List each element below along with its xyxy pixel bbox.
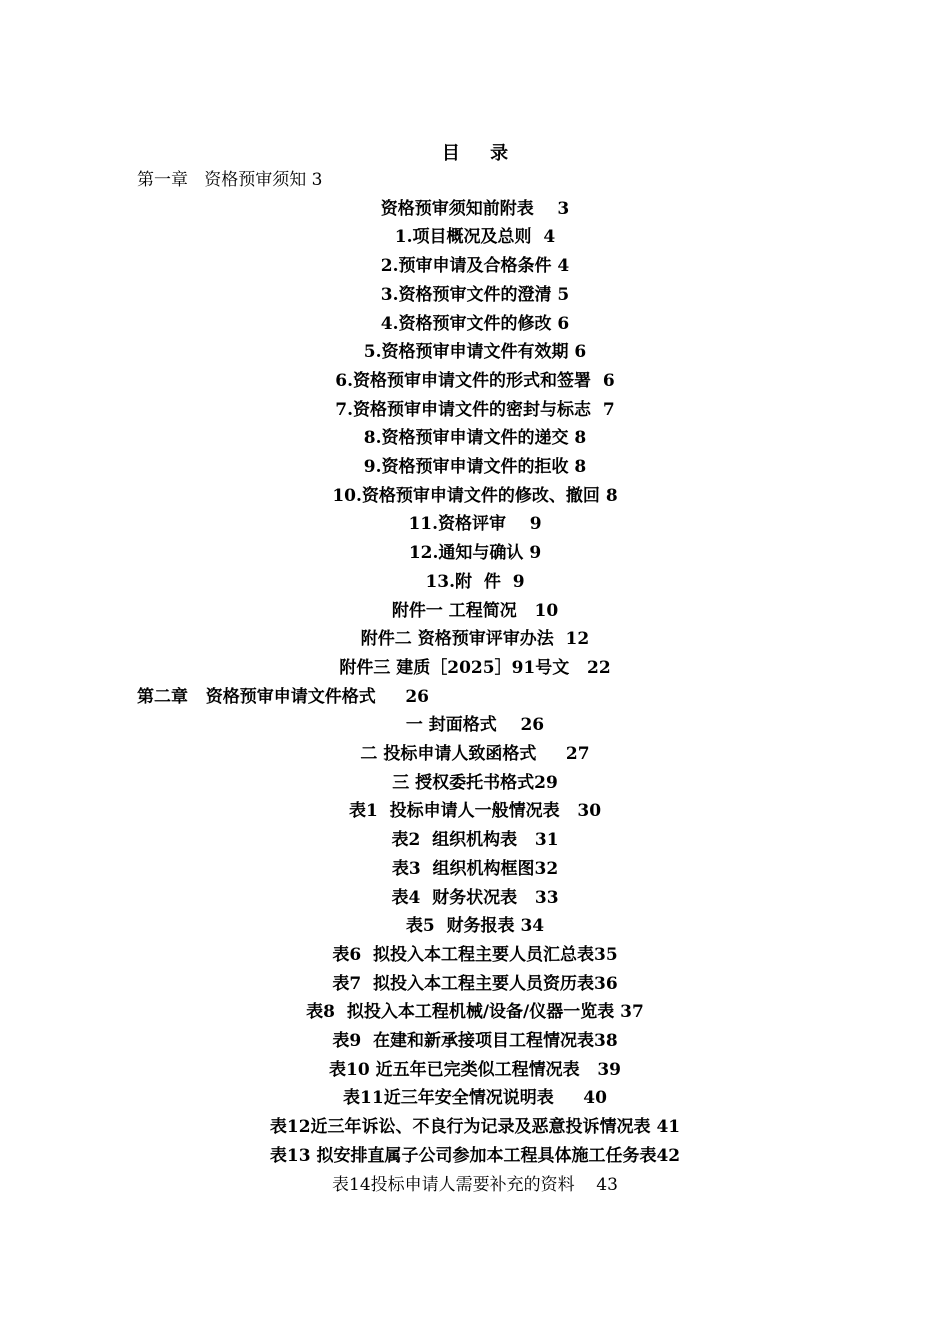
toc-entry: 表12近三年诉讼、不良行为记录及恶意投诉情况表 41 (269, 1117, 681, 1138)
toc-entry: 一 封面格式 26 (405, 715, 545, 736)
toc-entry: 资格预审须知前附表 3 (380, 198, 570, 219)
toc-entry: 表9 在建和新承接项目工程情况表38 (332, 1031, 618, 1051)
toc-entry: 4.资格预审文件的修改 6 (380, 313, 570, 334)
toc-entry: 三 授权委托书格式29 (392, 772, 558, 793)
toc-entry: 表11近三年安全情况说明表 40 (343, 1088, 607, 1109)
toc-entry: 表1 投标申请人一般情况表 30 (348, 801, 602, 822)
toc-entry: 表3 组织机构框图32 (391, 858, 559, 879)
toc-entry: 10.资格预审申请文件的修改、撤回 8 (332, 485, 618, 506)
toc-entry: 2.预审申请及合格条件 4 (380, 256, 570, 277)
toc-entry: 表8 拟投入本工程机械/设备/仪器一览表 37 (306, 1002, 644, 1023)
toc-entry: 9.资格预审申请文件的拒收 8 (363, 457, 587, 477)
toc-entry: 6.资格预审申请文件的形式和签署 6 (335, 370, 615, 391)
toc-entry: 11.资格评审 9 (408, 514, 542, 535)
toc-entry: 表6 拟投入本工程主要人员汇总表35 (332, 944, 618, 965)
toc-entry: 表5 财务报表 34 (405, 916, 545, 937)
toc-entry: 附件二 资格预审评审办法 12 (360, 629, 590, 650)
toc-entry: 7.资格预审申请文件的密封与标志 7 (335, 399, 615, 420)
toc-entry: 表2 组织机构表 31 (391, 830, 559, 851)
toc-chapter-entry: 第二章 资格预审申请文件格式 26 (137, 686, 430, 707)
toc-entry: 表13 拟安排直属子公司参加本工程具体施工任务表42 (269, 1145, 681, 1166)
toc-entry: 表4 财务状况表 33 (391, 887, 559, 908)
toc-entry: 12.通知与确认 9 (408, 543, 542, 564)
toc-entry: 表7 拟投入本工程主要人员资历表36 (332, 973, 618, 994)
toc-entry: 8.资格预审申请文件的递交 8 (363, 428, 587, 449)
toc-entry: 5.资格预审申请文件有效期 6 (363, 342, 587, 363)
toc-chapter-entry: 第一章 资格预审须知 3 (137, 170, 323, 190)
toc-entry: 表10 近五年已完类似工程情况表 39 (329, 1059, 621, 1080)
toc-title: 目 录 (441, 143, 521, 164)
toc-entry: 附件三 建质［2025］91号文 22 (339, 657, 611, 678)
toc-entry: 表14投标申请人需要补充的资料 43 (332, 1174, 618, 1195)
toc-entry: 1.项目概况及总则 4 (394, 227, 556, 248)
toc-entry: 附件一 工程简况 10 (391, 600, 559, 621)
toc-entry: 3.资格预审文件的澄清 5 (380, 284, 570, 305)
toc-entry: 13.附 件 9 (425, 571, 525, 592)
toc-entry: 二 投标申请人致函格式 27 (360, 744, 590, 764)
